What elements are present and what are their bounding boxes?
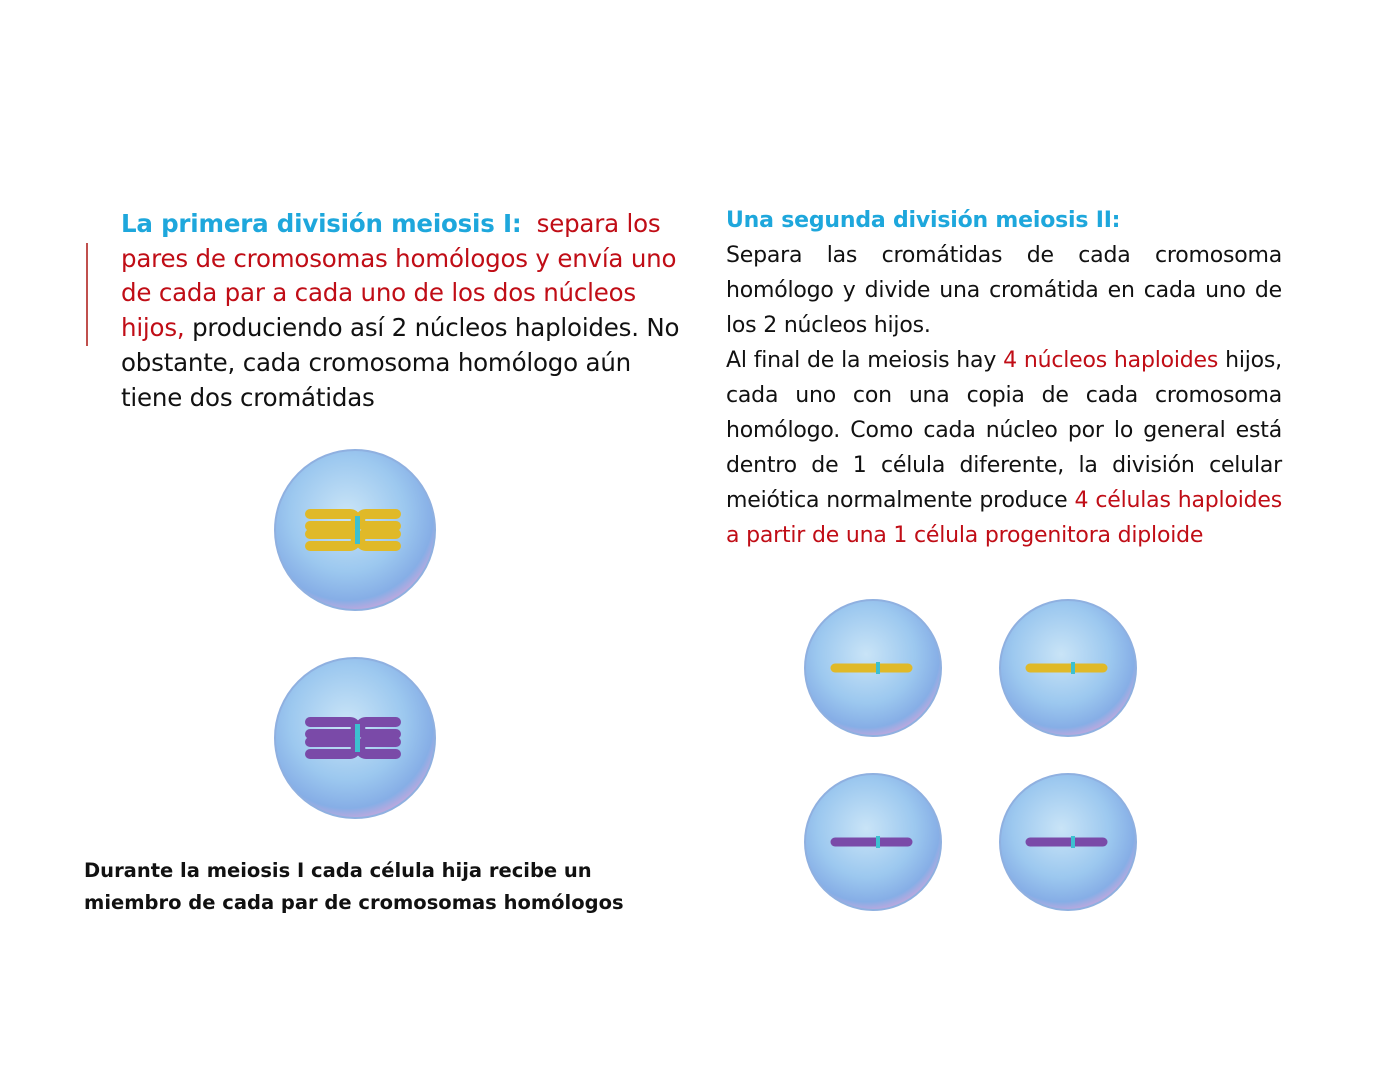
- meiosis-i-highlight: separa los pares de cromosomas homólogos y envía uno de cada par a cada uno de los dos núcleos hijos,: [121, 209, 677, 343]
- meiosis-ii-heading: Una segunda división meiosis II:: [726, 208, 1121, 233]
- meiosis-i-body: produciendo así 2 núcleos haploides. No obstante, cada cromosoma homólogo aún tiene dos cromátidas: [121, 313, 680, 412]
- meiosis-i-cell-purple: [275, 658, 435, 818]
- p2-highlight-1: 4 núcleos haploides: [1003, 348, 1219, 373]
- meiosis-ii-cell-3: [805, 774, 941, 910]
- meiosis-i-heading: La primera división meiosis I:: [121, 209, 522, 238]
- meiosis-i-cell-yellow: [275, 450, 435, 610]
- p2-text-a: Al final de la meiosis hay: [726, 348, 997, 373]
- p2-text-b: hijos, cada uno con una copia de cada cromosoma homólogo. Como cada núcleo por lo general está dentro de 1 célula diferente, la división celular meiótica normalmente produce: [726, 348, 1282, 513]
- meiosis-i-caption: Durante la meiosis I cada célula hija recibe un miembro de cada par de cromosomas homólogos: [84, 859, 624, 914]
- p2-highlight-2: 4 células haploides a partir de una 1 célula progenitora diploide: [726, 488, 1283, 548]
- meiosis-ii-paragraph-1: Separa las cromátidas de cada cromosoma homólogo y divide una cromátida en cada uno de los 2 núcleos hijos.: [726, 243, 1282, 338]
- meiosis-ii-cell-2: [1000, 600, 1136, 736]
- meiosis-ii-cell-1: [805, 600, 941, 736]
- meiosis-ii-cell-4: [1000, 774, 1136, 910]
